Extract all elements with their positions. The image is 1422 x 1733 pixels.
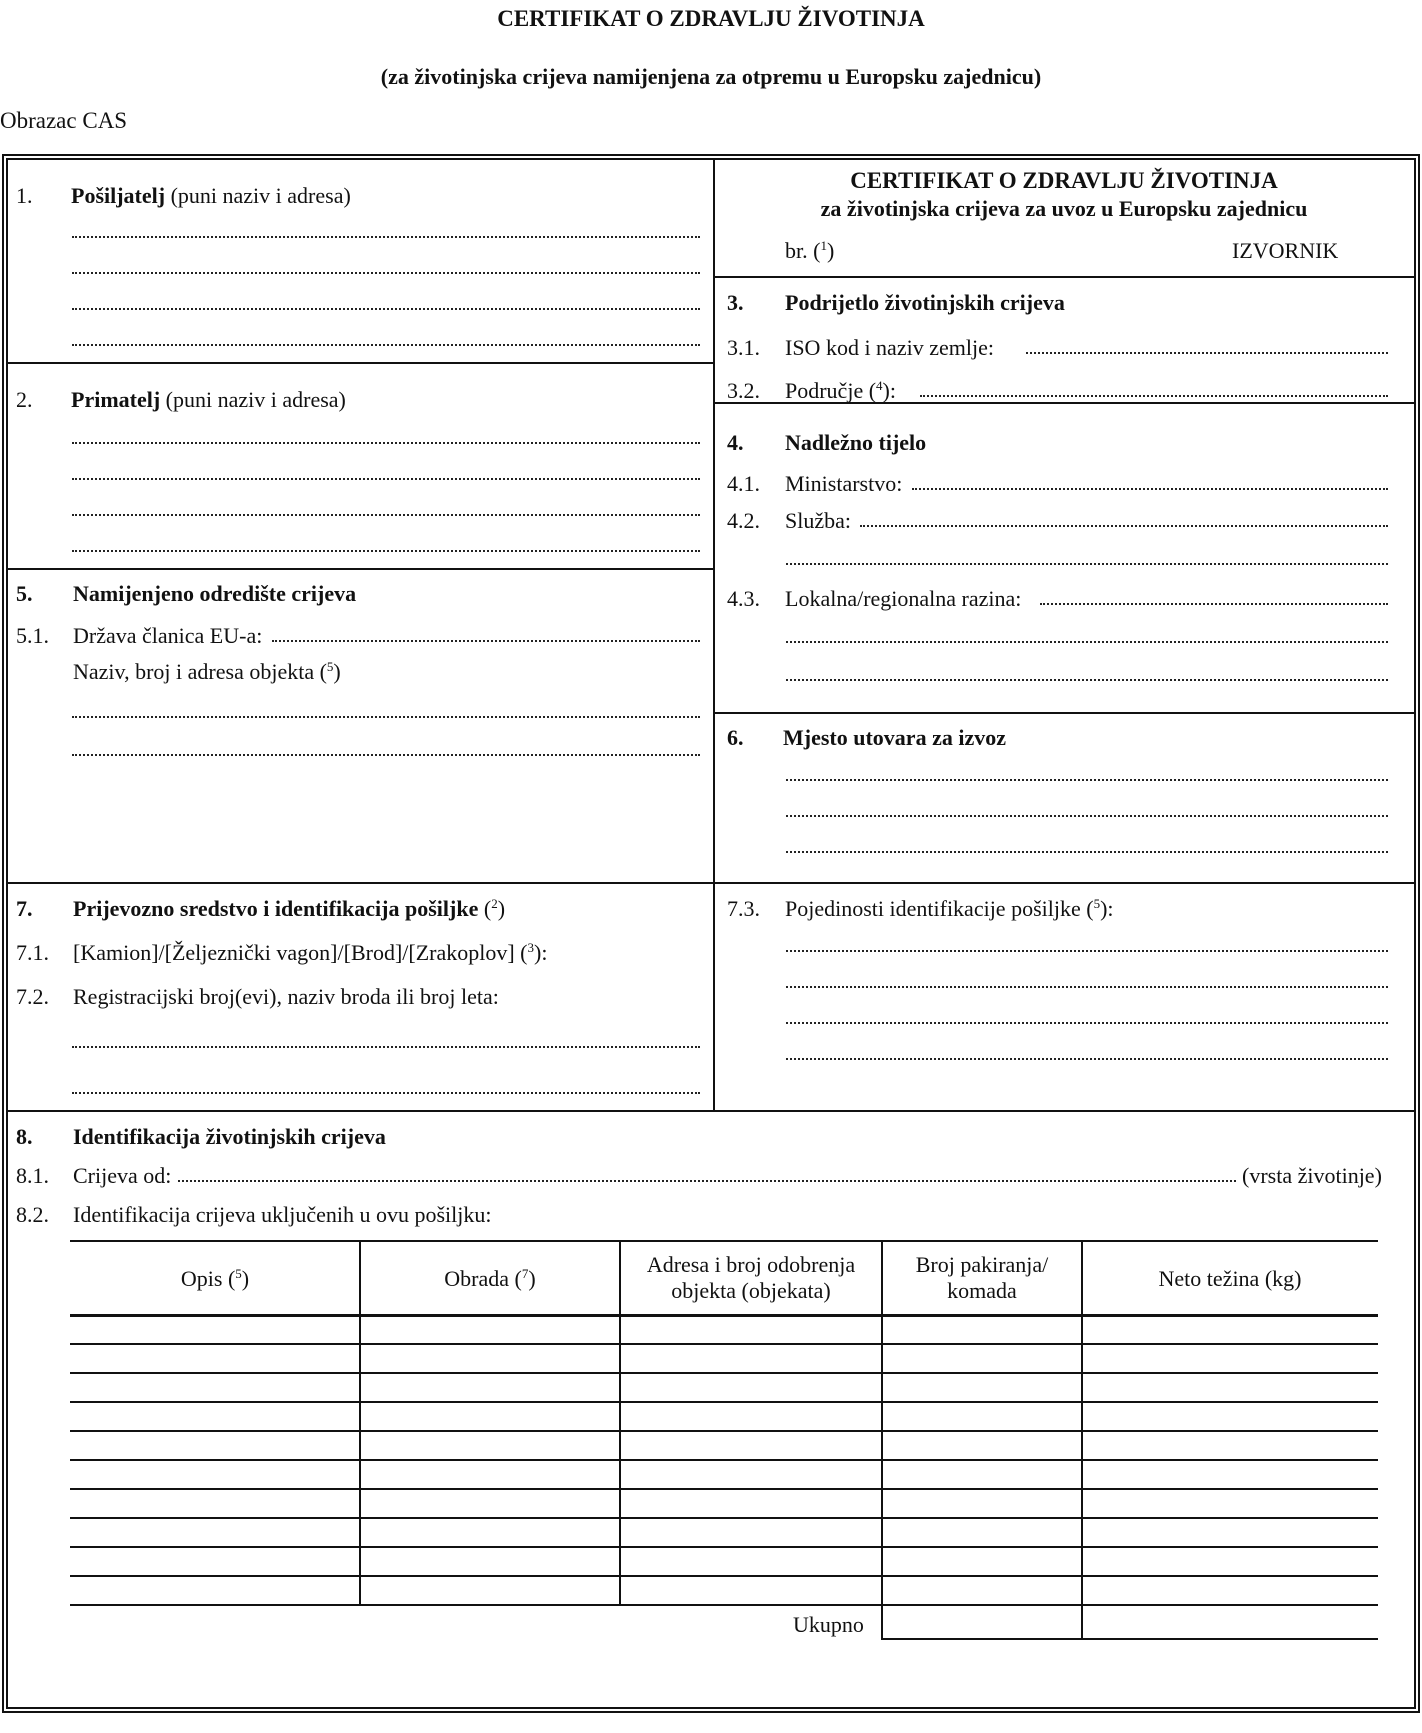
column-header-description: Opis ($^5$) (180, 1266, 250, 1291)
casings-from-field[interactable] (178, 1180, 1236, 1182)
consignment-id-line[interactable] (786, 1058, 1388, 1060)
section-7-number: 7. (16, 896, 33, 921)
consignee-line[interactable] (72, 478, 700, 480)
table-row (70, 1575, 1378, 1577)
item-7-1-number: 7.1. (16, 940, 49, 965)
table-row (70, 1343, 1378, 1345)
item-7-3-number: 7.3. (727, 896, 760, 921)
service-label: Služba: (785, 508, 851, 533)
consignee-line[interactable] (72, 514, 700, 516)
divider-header-3 (714, 276, 1414, 278)
section-2-label (16, 387, 33, 413)
consignee-line[interactable] (72, 442, 700, 444)
table-row (70, 1604, 1378, 1606)
item-4-1-number: 4.1. (727, 471, 760, 496)
certificate-header-title: CERTIFIKAT O ZDRAVLJU ŽIVOTINJA (850, 168, 1278, 193)
divider-2-5 (6, 568, 714, 570)
document-title: CERTIFIKAT O ZDRAVLJU ŽIVOTINJA (497, 6, 925, 31)
item-8-2-number: 8.2. (16, 1202, 49, 1227)
sender-title: Pošiljatelj (71, 183, 166, 208)
local-level-line[interactable] (786, 641, 1388, 643)
section-5-number: 5. (16, 581, 33, 606)
establishment-line[interactable] (72, 716, 700, 718)
iso-code-label: ISO kod i naziv zemlje: (785, 335, 994, 360)
section-number: 2. (16, 387, 33, 412)
column-header-treatment: Obrada ($^7$) (444, 1266, 536, 1291)
divider-8 (6, 1110, 1414, 1112)
local-level-label: Lokalna/regionalna razina: (785, 586, 1022, 611)
section-4-number: 4. (727, 430, 744, 455)
service-line[interactable] (786, 563, 1388, 565)
iso-code-field[interactable] (1026, 352, 1388, 354)
divider-1-2 (6, 362, 714, 364)
ministry-label: Ministarstvo: (785, 471, 903, 496)
total-row-bottom (881, 1638, 1378, 1640)
divider-4-6 (714, 712, 1414, 714)
section-1-heading (71, 183, 351, 209)
consignment-id-line[interactable] (786, 1022, 1388, 1024)
column-header-net-weight: Neto težina (kg) (1158, 1266, 1302, 1291)
sender-line[interactable] (72, 308, 700, 310)
authority-title: Nadležno tijelo (785, 430, 927, 455)
item-3-2-number: 3.2. (727, 378, 760, 403)
loading-place-line[interactable] (786, 851, 1388, 853)
section-6-number: 6. (727, 725, 744, 750)
certificate-header-subtitle: za životinjska crijeva za uvoz u Europsku zajednicu (820, 196, 1308, 221)
item-5-1-number: 5.1. (16, 623, 49, 648)
table-row (70, 1401, 1378, 1403)
section-2-heading (71, 387, 346, 413)
section-8-number: 8. (16, 1124, 33, 1149)
table-row (70, 1430, 1378, 1432)
column-header-establishment: Adresa i broj odobrenja objekta (objekata) (646, 1252, 856, 1303)
service-field[interactable] (860, 525, 1388, 527)
consignment-id-line[interactable] (786, 950, 1388, 952)
member-state-label: Država članica EU-a: (73, 623, 263, 648)
table-row (70, 1459, 1378, 1461)
loading-place-line[interactable] (786, 779, 1388, 781)
consignee-title: Primatelj (71, 387, 161, 412)
column-divider (713, 158, 715, 1112)
member-state-field[interactable] (272, 640, 700, 642)
local-level-field[interactable] (1040, 603, 1388, 605)
establishment-label: Naziv, broj i adresa objekta ($^5$) (73, 659, 341, 684)
region-label: Područje ($^4$): (785, 378, 896, 403)
consignment-id-label: Pojedinosti identifikacije pošiljke ($^5$): (785, 896, 1114, 921)
divider-7 (6, 882, 1414, 884)
registration-label: Registracijski broj(evi), naziv broda ili broj leta: (73, 984, 499, 1009)
sender-line[interactable] (72, 344, 700, 346)
casings-included-label: Identifikacija crijeva uključenih u ovu pošiljku: (73, 1202, 492, 1227)
sender-line[interactable] (72, 236, 700, 238)
item-4-3-number: 4.3. (727, 586, 760, 611)
region-field[interactable] (920, 395, 1388, 397)
document-subtitle: (za životinjska crijeva namijenjena za otpremu u Europsku zajednicu) (380, 64, 1042, 89)
section-3-number: 3. (727, 290, 744, 315)
consignee-title-rest: (puni naziv i adresa) (165, 387, 346, 412)
origin-title: Podrijetlo životinjskih crijeva (785, 290, 1065, 315)
certificate-number-label: br. ($^1$) (785, 238, 835, 263)
destination-title: Namijenjeno odredište crijeva (73, 581, 357, 606)
table-row (70, 1517, 1378, 1519)
original-label: IZVORNIK (1232, 238, 1339, 263)
ministry-field[interactable] (912, 488, 1388, 490)
establishment-line[interactable] (72, 754, 700, 756)
sender-line[interactable] (72, 272, 700, 274)
item-8-1-number: 8.1. (16, 1163, 49, 1188)
loading-place-title: Mjesto utovara za izvoz (783, 725, 1006, 750)
registration-line[interactable] (72, 1046, 700, 1048)
consignee-line[interactable] (72, 550, 700, 552)
consignment-id-line[interactable] (786, 986, 1388, 988)
form-code: Obrazac CAS (0, 108, 128, 133)
animal-species-label: (vrsta životinje) (1242, 1163, 1382, 1188)
casings-from-label: Crijeva od: (73, 1163, 172, 1188)
table-row (70, 1546, 1378, 1548)
table-row (70, 1488, 1378, 1490)
local-level-line[interactable] (786, 679, 1388, 681)
column-header-packages: Broj pakiranja/ komada (915, 1252, 1049, 1303)
total-label: Ukupno (793, 1612, 864, 1637)
loading-place-line[interactable] (786, 815, 1388, 817)
section-number: 1. (16, 183, 33, 208)
table-row (70, 1372, 1378, 1374)
item-4-2-number: 4.2. (727, 508, 760, 533)
item-7-2-number: 7.2. (16, 984, 49, 1009)
transport-title: Prijevozno sredstvo i identifikacija pošiljke ($^2$) (73, 896, 506, 921)
transport-means-label: [Kamion]/[Željeznički vagon]/[Brod]/[Zrakoplov] ($^3$): (73, 940, 548, 965)
casings-identification-title: Identifikacija životinjskih crijeva (73, 1124, 386, 1149)
sender-title-rest: (puni naziv i adresa) (170, 183, 351, 208)
section-1-label (16, 183, 33, 209)
item-3-1-number: 3.1. (727, 335, 760, 360)
registration-line[interactable] (72, 1092, 700, 1094)
